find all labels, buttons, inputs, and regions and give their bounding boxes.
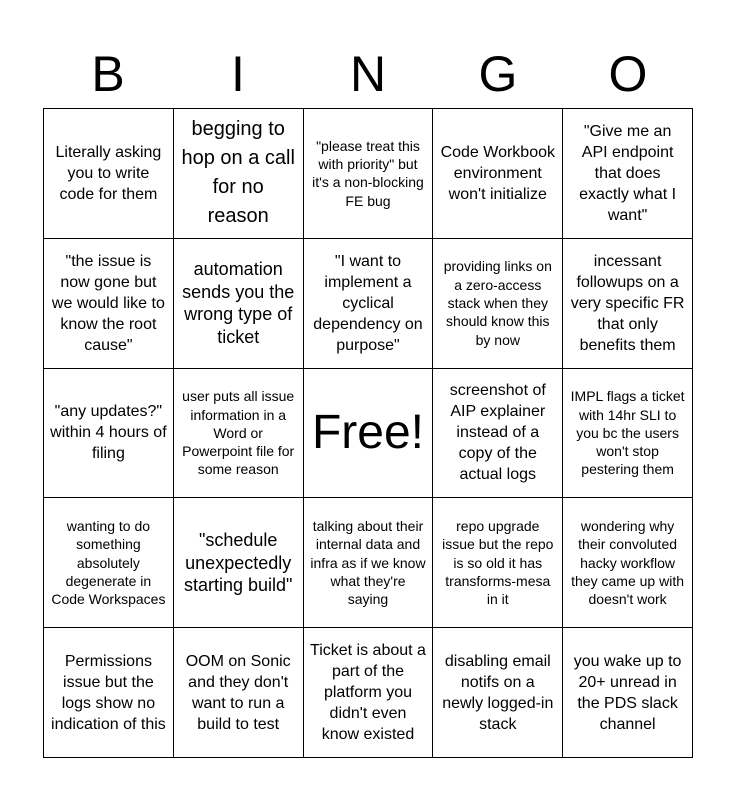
cell-text: Permissions issue but the logs show no indication of this: [51, 652, 166, 733]
cell-text: disabling email notifs on a newly logged-in stack: [442, 652, 554, 733]
cell-text: IMPL flags a ticket with 14hr SLI to you bc the users won't stop pestering them: [570, 388, 685, 478]
free-space-cell[interactable]: [304, 369, 434, 499]
bingo-cell[interactable]: [304, 109, 434, 239]
cell-text: automation sends you the wrong type of ticket: [182, 259, 295, 347]
free-space-text: Free!: [311, 405, 424, 459]
bingo-cell[interactable]: [563, 239, 693, 369]
cell-text: you wake up to 20+ unread in the PDS slack channel: [573, 652, 682, 733]
bingo-cell[interactable]: [44, 369, 174, 499]
bingo-cell[interactable]: [304, 628, 434, 758]
bingo-cell[interactable]: [174, 369, 304, 499]
bingo-cell[interactable]: [433, 628, 563, 758]
cell-text: incessant followups on a very specific FR that only benefits them: [570, 252, 685, 354]
bingo-cell[interactable]: [433, 369, 563, 499]
bingo-cell[interactable]: [433, 109, 563, 239]
bingo-cell[interactable]: [44, 628, 174, 758]
cell-text: Literally asking you to write code for them: [55, 143, 162, 203]
cell-text: talking about their internal data and infra as if we know what they're saying: [310, 518, 426, 608]
header-letter-i: I: [231, 46, 245, 102]
header-letter-n: N: [349, 46, 387, 102]
bingo-cell[interactable]: [433, 498, 563, 628]
bingo-cell[interactable]: [304, 498, 434, 628]
bingo-cell[interactable]: [563, 369, 693, 499]
cell-text: "Give me an API endpoint that does exactly what I want": [579, 122, 677, 224]
bingo-cell[interactable]: [44, 109, 174, 239]
cell-text: providing links on a zero-access stack when they should know this by now: [443, 258, 552, 348]
bingo-header: [43, 40, 693, 108]
cell-text: Code Workbook environment won't initialize: [440, 143, 555, 203]
bingo-cell[interactable]: [174, 498, 304, 628]
cell-text: "any updates?" within 4 hours of filing: [50, 403, 167, 463]
bingo-board: [43, 108, 693, 758]
cell-text: "the issue is now gone but we would like to know the root cause": [51, 252, 165, 354]
bingo-cell[interactable]: [174, 628, 304, 758]
cell-text: repo upgrade issue but the repo is so old it has transforms-mesa in it: [442, 518, 554, 608]
bingo-cell[interactable]: [44, 498, 174, 628]
header-letter-g: G: [478, 46, 518, 102]
cell-text: "I want to implement a cyclical dependency on purpose": [313, 252, 423, 354]
bingo-cell[interactable]: [563, 628, 693, 758]
cell-text: user puts all issue information in a Word or Powerpoint file for some reason: [182, 388, 295, 478]
bingo-cell[interactable]: [174, 239, 304, 369]
bingo-cell[interactable]: [44, 239, 174, 369]
cell-text: "please treat this with priority" but it's a non-blocking FE bug: [312, 137, 424, 209]
bingo-cell[interactable]: [563, 109, 693, 239]
cell-text: OOM on Sonic and they don't want to run a build to test: [185, 652, 291, 733]
cell-text: wondering why their convoluted hacky workflow they came up with doesn't work: [571, 518, 685, 608]
bingo-cell[interactable]: [433, 239, 563, 369]
cell-text: screenshot of AIP explainer instead of a copy of the actual logs: [449, 382, 546, 484]
header-letter-b: B: [91, 46, 125, 102]
cell-text: "schedule unexpectedly starting build": [183, 530, 293, 596]
cell-text: begging to hop on a call for no reason: [181, 118, 295, 228]
bingo-cell[interactable]: [174, 109, 304, 239]
bingo-cell[interactable]: [304, 239, 434, 369]
cell-text: wanting to do something absolutely degenerate in Code Workspaces: [51, 518, 166, 608]
cell-text: Ticket is about a part of the platform you didn't even know existed: [310, 642, 426, 744]
bingo-cell[interactable]: [563, 498, 693, 628]
header-letter-o: O: [608, 46, 648, 102]
